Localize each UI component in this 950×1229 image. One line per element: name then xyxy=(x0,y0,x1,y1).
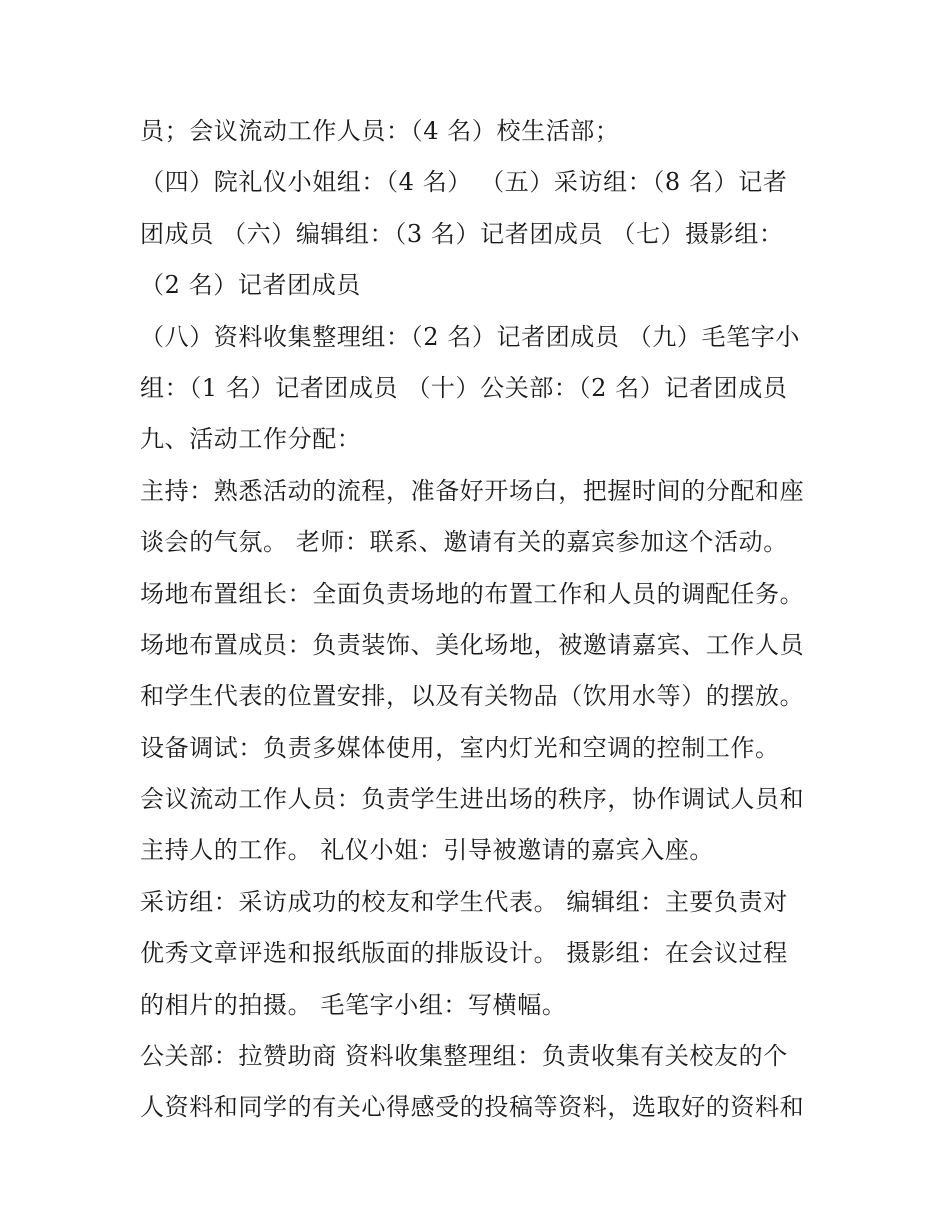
text-line: （四）院礼仪小姐组：（4 名） （五）采访组：（8 名）记者 xyxy=(140,168,788,197)
text-line: 会议流动工作人员：负责学生进出场的秩序，协作调试人员和 xyxy=(140,785,805,814)
text-line: 设备调试：负责多媒体使用，室内灯光和空调的控制工作。 xyxy=(140,733,780,762)
text-line: 员；会议流动工作人员：（4 名）校生活部； xyxy=(140,117,620,145)
text-line: （八）资料收集整理组：（2 名）记者团成员 （九）毛笔字小 xyxy=(140,322,800,351)
text-line: 主持人的工作。 礼仪小姐：引导被邀请的嘉宾入座。 xyxy=(140,836,715,865)
text-line: 谈会的气氛。 老师：联系、邀请有关的嘉宾参加这个活动。 xyxy=(140,528,788,557)
text-line: 组：（1 名）记者团成员 （十）公关部：（2 名）记者团成员 xyxy=(140,373,788,402)
text-line: 主持：熟悉活动的流程，准备好开场白，把握时间的分配和座 xyxy=(140,476,805,505)
text-line: 人资料和同学的有关心得感受的投稿等资料，选取好的资料和 xyxy=(140,1093,805,1122)
text-line: 团成员 （六）编辑组：（3 名）记者团成员 （七）摄影组： xyxy=(140,219,784,248)
text-line: 的相片的拍摄。 毛笔字小组：写横幅。 xyxy=(140,990,567,1019)
text-line: 优秀文章评选和报纸版面的排版设计。 摄影组：在会议过程 xyxy=(140,939,788,968)
text-line: 场地布置成员：负责装饰、美化场地，被邀请嘉宾、工作人员 xyxy=(140,630,805,659)
text-line: 和学生代表的位置安排，以及有关物品（饮用水等）的摆放。 xyxy=(140,682,805,711)
text-line: 场地布置组长：全面负责场地的布置工作和人员的调配任务。 xyxy=(140,579,805,608)
text-line: 公关部：拉赞助商 资料收集整理组：负责收集有关校友的个 xyxy=(140,1042,788,1071)
document-body xyxy=(140,106,830,1134)
text-line: （2 名）记者团成员 xyxy=(140,271,361,300)
text-line: 采访组：采访成功的校友和学生代表。 编辑组：主要负责对 xyxy=(140,887,788,916)
section-heading: 九、活动工作分配： xyxy=(140,425,362,454)
